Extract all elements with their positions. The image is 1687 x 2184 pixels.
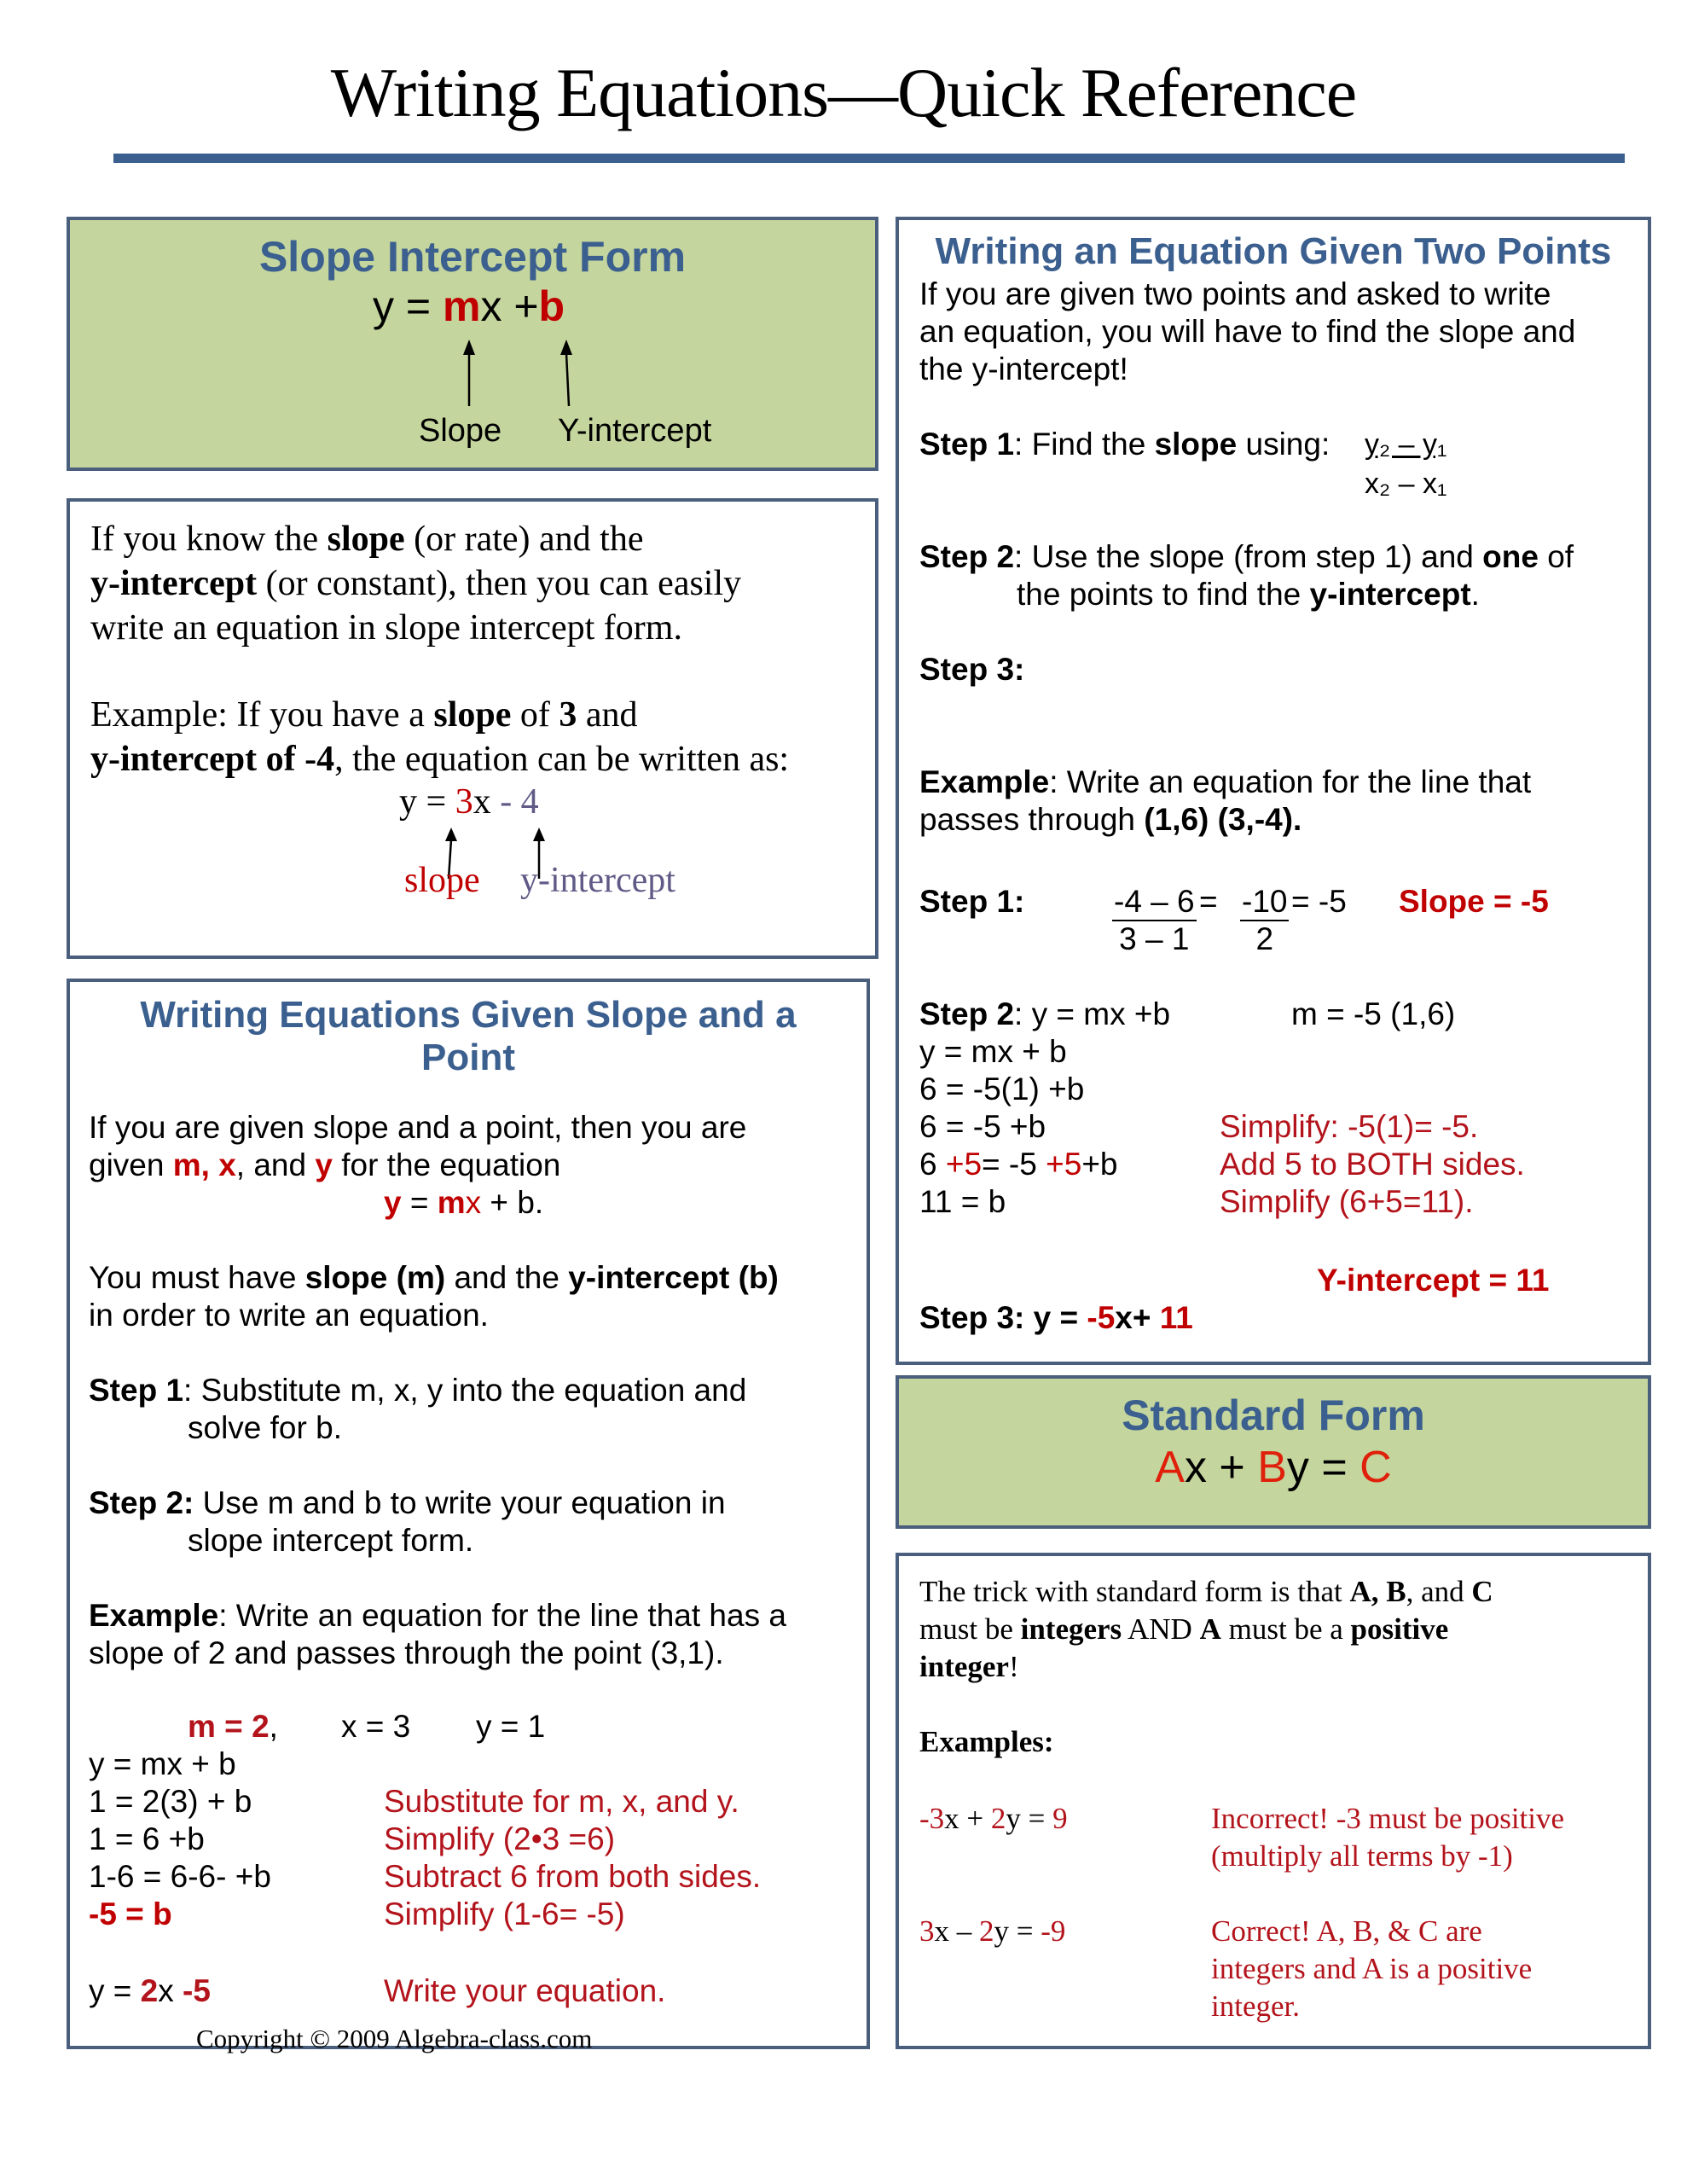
trick-line1: The trick with standard form is that A, B, and C [919, 1575, 1493, 1608]
step2-given: m = -5 (1,6) [1291, 996, 1456, 1031]
example-line1: Example: Write an equation for the line that has a [89, 1598, 786, 1633]
intro-line1: If you are given slope and a point, then you are [89, 1110, 747, 1145]
slope-result: Slope = -5 [1399, 884, 1549, 919]
work-eq: 6 = -5(1) +b [919, 1072, 1085, 1107]
example-line1: Example: If you have a slope of 3 and [90, 695, 638, 735]
example1-note-line2: (multiply all terms by -1) [1211, 1839, 1513, 1873]
work-eq: 1 = 6 +b [89, 1821, 205, 1856]
calc-fraction-2: $\frac{-10}{2}$ [1242, 884, 1288, 956]
slope-formula-numerator: y₂ – y₁ [1365, 428, 1447, 461]
example-line2: slope of 2 and passes through the point (3,1). [89, 1635, 724, 1670]
final-equation: y = 2x -5 [89, 1973, 211, 2008]
work-note: Simplify (1-6= -5) [384, 1896, 625, 1931]
slope-point-box [67, 979, 870, 2049]
example-line2: passes through (1,6) (3,-4). [919, 802, 1302, 837]
info-paragraph-line3: write an equation in slope intercept form. [90, 608, 682, 648]
example2-note-line2: integers and A is a positive [1211, 1952, 1533, 1985]
work-eq-add5: 6 +5= -5 +5+b [919, 1147, 1118, 1182]
must-line2: in order to write an equation. [89, 1298, 489, 1333]
slope-intercept-form-box [67, 217, 878, 471]
example2-note-line3: integer. [1211, 1989, 1300, 2023]
slope-label: Slope [419, 413, 502, 449]
trick-line2: must be integers AND A must be a positive [919, 1612, 1449, 1646]
example2-equation: 3x – 2y = -9 [919, 1914, 1066, 1948]
page-title: Writing Equations—Quick Reference [330, 54, 1357, 131]
step2-line2: the points to find the y-intercept. [1017, 577, 1480, 612]
must-line1: You must have slope (m) and the y-intercept (b) [89, 1260, 779, 1295]
calc-equals-2: = -5 [1291, 884, 1347, 919]
step2-work-header: Step 2: y = mx +b [919, 996, 1171, 1031]
work-eq: -5 = b [89, 1896, 172, 1931]
standard-form-equation: Ax + By = C [1155, 1443, 1392, 1492]
trick-line3: integer! [919, 1650, 1019, 1683]
step1-line2: solve for b. [188, 1410, 342, 1445]
work-eq: y = mx + b [89, 1746, 236, 1781]
two-points-box [896, 217, 1651, 1365]
slope-point-heading-line1: Writing Equations Given Slope and a [140, 994, 797, 1036]
example-equation: y = 3x - 4 [399, 782, 539, 822]
slope-formula-denominator: x₂ – x₁ [1365, 468, 1447, 500]
slope-intercept-equation: y = mx +b [373, 282, 565, 330]
example-line1: Example: Write an equation for the line that [919, 764, 1532, 799]
standard-form-box [896, 1375, 1651, 1529]
info-paragraph-line2: y-intercept (or constant), then you can easily [90, 564, 742, 603]
step1-line1: Step 1: Substitute m, x, y into the equation and [89, 1373, 747, 1408]
y-intercept-result: Y-intercept = 11 [1317, 1263, 1550, 1298]
step2-line1: Step 2: Use m and b to write your equation in [89, 1485, 726, 1520]
work-note: Substitute for m, x, and y. [384, 1784, 739, 1819]
two-points-heading: Writing an Equation Given Two Points [935, 230, 1612, 272]
given-values: m = 2, [188, 1709, 278, 1744]
calc-step1-label: Step 1: [919, 884, 1025, 919]
standard-form-heading: Standard Form [1122, 1391, 1425, 1439]
intro-line: the y-intercept! [919, 351, 1128, 386]
work-eq: y = mx + b [919, 1034, 1067, 1069]
final-note: Write your equation. [384, 1973, 666, 2008]
calc-equals-1: = [1199, 884, 1218, 919]
intro-line2: given m, x, and y for the equation [89, 1147, 561, 1182]
example2-note-line1: Correct! A, B, & C are [1211, 1914, 1482, 1948]
intro-line: an equation, you will have to find the slope and [919, 314, 1576, 349]
work-note: Simplify (2•3 =6) [384, 1821, 616, 1856]
calc-fraction-1: $\frac{-4 - 6}{3 - 1}$ [1114, 884, 1195, 956]
slope-intercept-heading: Slope Intercept Form [258, 233, 687, 281]
work-eq: 1-6 = 6-6- +b [89, 1859, 271, 1894]
slope-label: slope [404, 861, 480, 900]
work-eq: 6 = -5 +b [919, 1109, 1046, 1144]
work-note: Simplify: -5(1)= -5. [1220, 1109, 1479, 1144]
intro-equation: y = mx + b. [384, 1185, 544, 1220]
standard-form-info-box [896, 1553, 1651, 2049]
copyright: Copyright © 2009 Algebra-class.com [196, 2024, 593, 2053]
arrow-up-icon [558, 340, 575, 408]
y-intercept-label: y-intercept [520, 861, 675, 900]
info-paragraph-line1: If you know the slope (or rate) and the [90, 520, 644, 559]
step1-text: Step 1: Find the slope using: [919, 427, 1330, 462]
work-note: Subtract 6 from both sides. [384, 1859, 762, 1894]
title-rule [113, 154, 1625, 163]
example1-note-line1: Incorrect! -3 must be positive [1211, 1802, 1565, 1835]
step3-final: Step 3: y = -5x+ 11 [919, 1300, 1193, 1335]
work-note: Add 5 to BOTH sides. [1220, 1147, 1525, 1182]
given-x: x = 3 [341, 1709, 411, 1744]
examples-label: Examples: [919, 1725, 1054, 1758]
slope-point-heading-line2: Point [421, 1037, 515, 1078]
arrow-up-icon [461, 340, 478, 408]
y-intercept-label: Y-intercept [558, 413, 712, 449]
example1-equation: -3x + 2y = 9 [919, 1802, 1068, 1835]
given-y: y = 1 [476, 1709, 546, 1744]
step3-line1: Step 3: [919, 652, 1025, 687]
step2-line2: slope intercept form. [188, 1523, 474, 1558]
slope-intercept-info-box [67, 498, 878, 959]
intro-line: If you are given two points and asked to write [919, 276, 1551, 311]
step2-line1: Step 2: Use the slope (from step 1) and one of [919, 539, 1574, 574]
work-note: Simplify (6+5=11). [1220, 1184, 1474, 1219]
example-line2: y-intercept of -4, the equation can be written as: [90, 740, 790, 779]
work-eq: 1 = 2(3) + b [89, 1784, 252, 1819]
work-eq: 11 = b [919, 1184, 1006, 1219]
